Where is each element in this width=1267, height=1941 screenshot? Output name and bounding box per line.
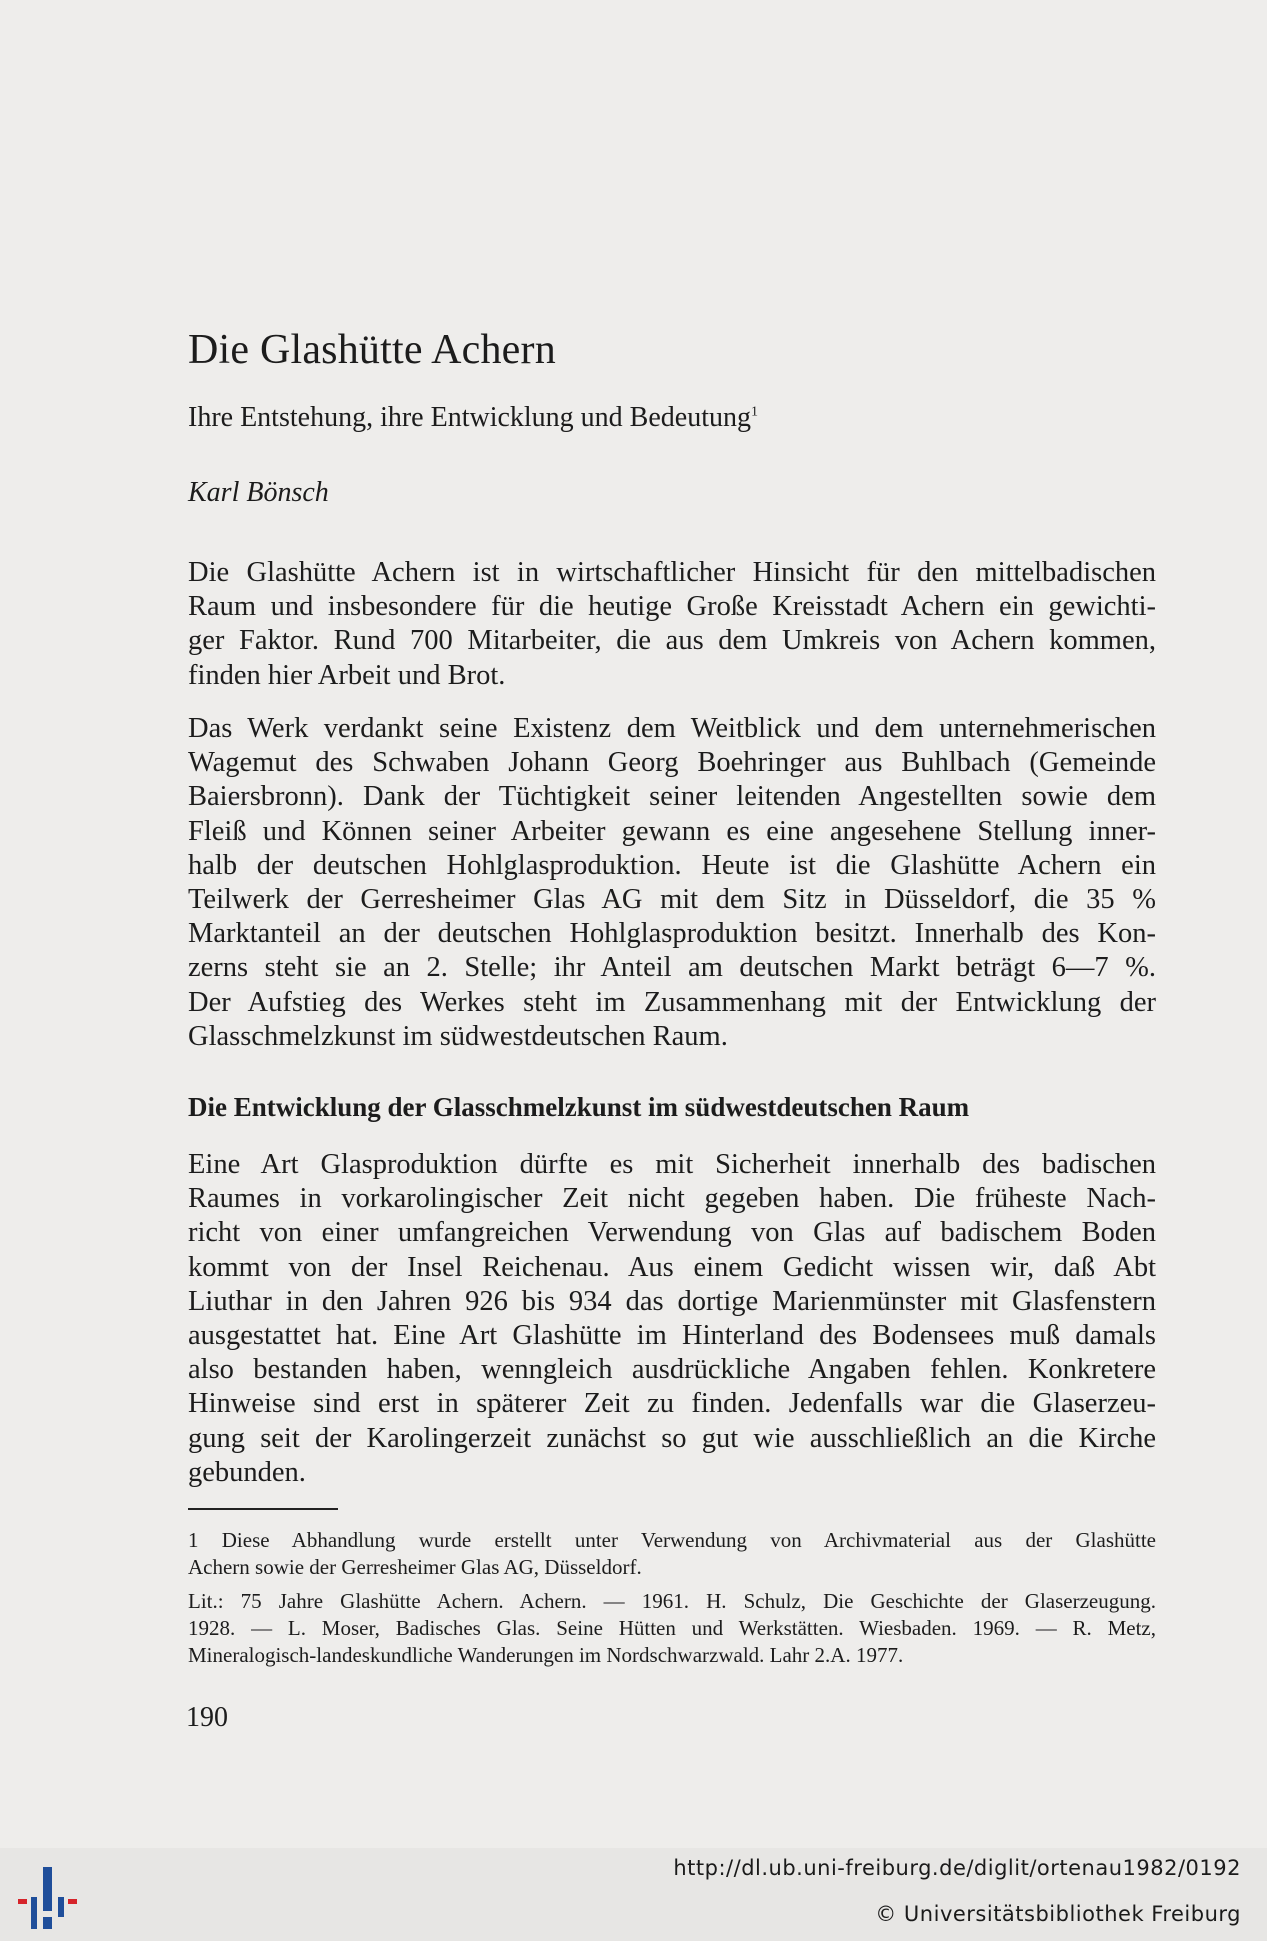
paragraph-line: finden hier Arbeit und Brot. [188,659,506,691]
paragraph-line: Die Glashütte Achern ist in wirtschaftlicher Hinsicht für den mittelbadischen [188,557,1156,588]
paragraph-line: also bestanden haben, wenngleich ausdrückliche Angaben fehlen. Konkretere [188,1354,1156,1386]
footnote-line: Mineralogisch-landeskundliche Wanderungen im Nordschwarzwald. Lahr 2.A. 1977. [188,1643,904,1667]
paragraph-line: Teilwerk der Gerresheimer Glas AG mit dem Sitz in Düsseldorf, die 35 % [188,884,1156,916]
paragraph-line: ausgestattet hat. Eine Art Glashütte im Hinterland des Bodensees muß damals [188,1320,1156,1352]
paragraph-line: zerns steht sie an 2. Stelle; ihr Anteil am deutschen Markt beträgt 6—7 %. [188,952,1156,984]
article-title: Die Glashütte Achern [188,327,556,373]
page-number: 190 [186,1702,228,1733]
subtitle-text: Ihre Entstehung, ihre Entwicklung und Bedeutung [188,402,751,433]
paragraph-line: Raum und insbesondere für die heutige Große Kreisstadt Achern ein gewichti- [188,591,1156,623]
paragraph-line: Liuthar in den Jahren 926 bis 934 das dortige Marienmünster mit Glasfenstern [188,1285,1156,1317]
subtitle-footnote-ref[interactable]: 1 [751,404,758,420]
ub-freiburg-logo-icon[interactable] [16,1863,80,1933]
paragraph-3 [188,1148,1156,1490]
permalink-url[interactable]: http://dl.ub.uni-freiburg.de/diglit/ortenau1982/0192 [673,1856,1241,1880]
paragraph-line: richt von einer umfangreichen Verwendung von Glas auf badischem Boden [188,1217,1156,1249]
paragraph-line: ger Faktor. Rund 700 Mitarbeiter, die aus dem Umkreis von Achern kommen, [188,625,1156,657]
footnote-line: 1928. — L. Moser, Badisches Glas. Seine Hütten und Werkstätten. Wiesbaden. 1969. — R. Metz, [188,1616,1156,1640]
footnote-line: Achern sowie der Gerresheimer Glas AG, Düsseldorf. [188,1555,642,1579]
paragraph-line: Hinweise sind erst in späterer Zeit zu finden. Jedenfalls war die Glaserzeu- [188,1388,1156,1420]
paragraph-line: Raumes in vorkarolingischer Zeit nicht gegeben haben. Die früheste Nach- [188,1183,1156,1215]
paragraph-2 [188,712,1156,1054]
literature-note [188,1588,1156,1669]
paragraph-line: Eine Art Glasproduktion dürfte es mit Sicherheit innerhalb des badischen [188,1149,1156,1180]
paragraph-line: kommt von der Insel Reichenau. Aus einem Gedicht wissen wir, daß Abt [188,1251,1156,1283]
footnote-divider [188,1508,338,1510]
footnote-line: 1 Diese Abhandlung wurde erstellt unter Verwendung von Archivmaterial aus der Glashütte [188,1528,1156,1552]
footnote-1 [188,1527,1156,1581]
article-subtitle [188,402,758,434]
paragraph-line: Baiersbronn). Dank der Tüchtigkeit seiner leitenden Angestellten sowie dem [188,781,1156,813]
footnote-line: Lit.: 75 Jahre Glashütte Achern. Achern. — 1961. H. Schulz, Die Geschichte der Glaserzeugung. [188,1589,1156,1613]
library-credit: © Universitätsbibliothek Freiburg [875,1902,1241,1926]
section-heading: Die Entwicklung der Glasschmelzkunst im südwestdeutschen Raum [188,1092,970,1122]
paragraph-1 [188,556,1156,693]
paragraph-line: halb der deutschen Hohlglasproduktion. Heute ist die Glashütte Achern ein [188,849,1156,881]
paragraph-line: Glasschmelzkunst im südwestdeutschen Raum. [188,1020,728,1052]
viewer-footer [0,1848,1267,1941]
paragraph-line: Wagemut des Schwaben Johann Georg Boehringer aus Buhlbach (Gemeinde [188,747,1156,779]
paragraph-line: Das Werk verdankt seine Existenz dem Weitblick und dem unternehmerischen [188,713,1156,744]
article-author: Karl Bönsch [188,477,329,508]
paragraph-line: Marktanteil an der deutschen Hohlglasproduktion besitzt. Innerhalb des Kon- [188,918,1156,950]
paragraph-line: Der Aufstieg des Werkes steht im Zusammenhang mit der Entwicklung der [188,986,1156,1018]
paragraph-line: gebunden. [188,1456,306,1488]
paragraph-line: gung seit der Karolingerzeit zunächst so gut wie ausschließlich an die Kirche [188,1422,1156,1454]
paragraph-line: Fleiß und Können seiner Arbeiter gewann es eine angesehene Stellung inner- [188,815,1156,847]
